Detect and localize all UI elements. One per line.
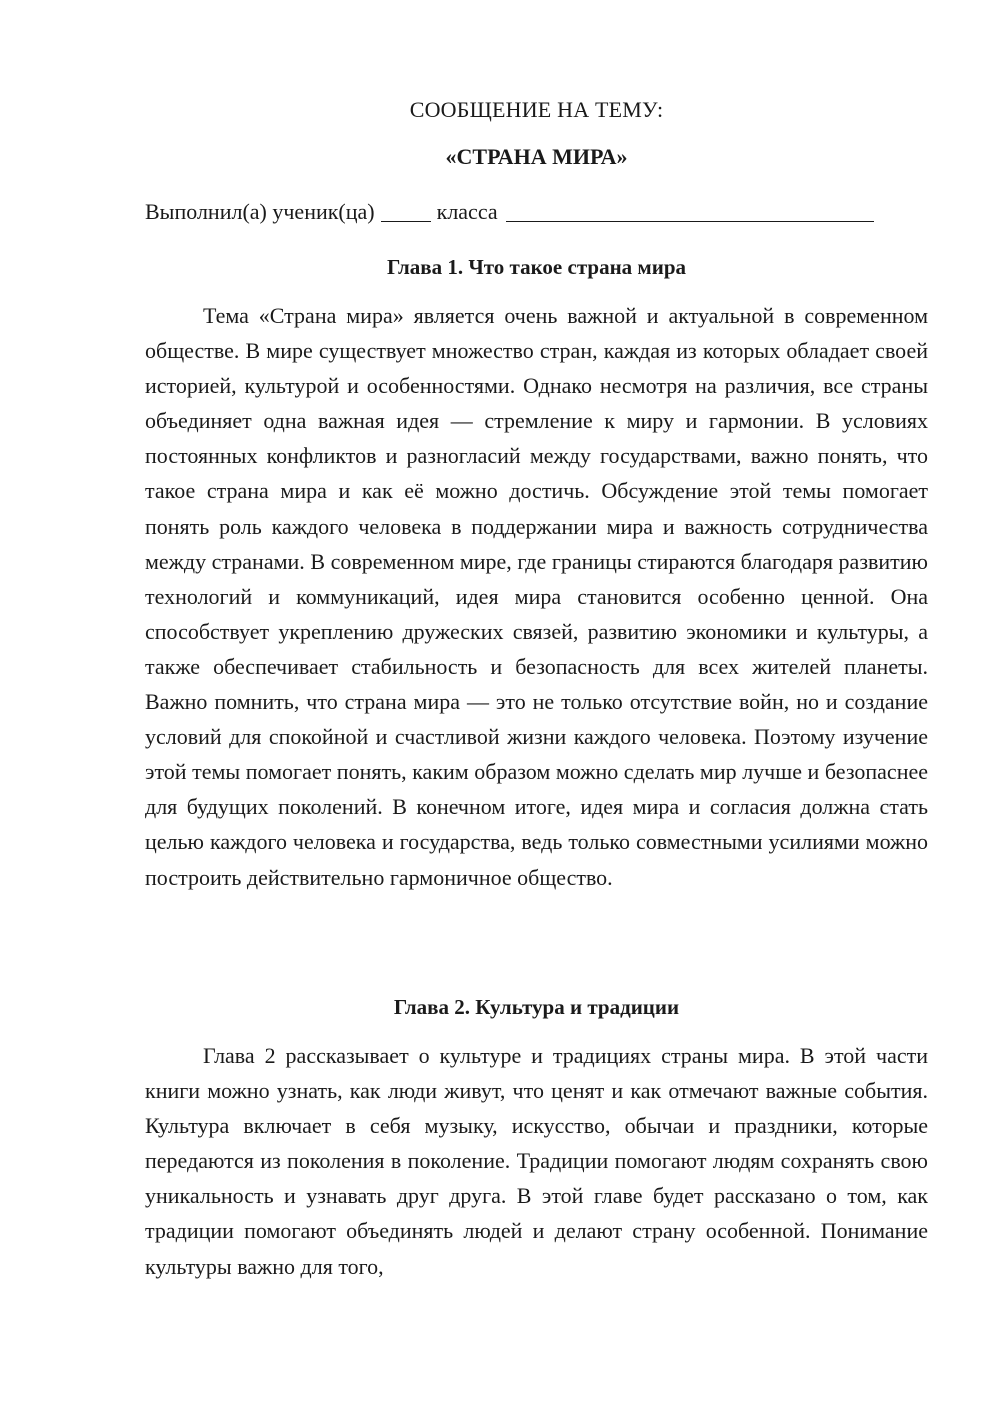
grade-blank-field [381, 201, 431, 222]
author-label: Выполнил(а) ученик(ца) [145, 199, 375, 224]
chapter-2-paragraph: Глава 2 рассказывает о культуре и традициях страны мира. В этой части книги можно узнать, как люди живут, что ценят и как отмечают важные события. Культура включает в себя музыку, искусство, обычаи и праздники, которые передаются из поколения в поколение. Традиции помогают людям сохранять свою уникальность и узнавать друг друга. В этой главе будет рассказано о том, как традиции помогают объединять людей и делают страну особенной. Понимание культуры важно для того, [145, 1043, 928, 1279]
chapter-1-paragraph: Тема «Страна мира» является очень важной и актуальной в современном обществе. В мире существует множество стран, каждая из которых обладает своей историей, культурой и особенностями. Однако несмотря на различия, все страны объединяет одна важная идея — стремление к миру и гармонии. В условиях постоянных конфликтов и разногласий между государствами, важно понять, что такое страна мира и как её можно достичь. Обсуждение этой темы помогает понять роль каждого человека в поддержании мира и важность сотрудничества между странами. В современном мире, где границы стираются благодаря развитию технологий и коммуникаций, идея мира становится особенно ценной. Она способствует укреплению дружеских связей, развитию экономики и культуры, а также обеспечивает стабильность и безопасность для всех жителей планеты. Важно помнить, что страна мира — это не только отсутствие войн, но и создание условий для спокойной и счастливой жизни каждого человека. Поэтому изучение этой темы помогает понять, каким образом можно сделать мир лучше и безопаснее для будущих поколений. В конечном итоге, идея мира и согласия должна стать целью каждого человека и государства, ведь только совместными усилиями можно построить действительно гармоничное общество. [145, 303, 928, 890]
document-title-topic: СООБЩЕНИЕ НА ТЕМУ: [409, 97, 664, 122]
name-blank-field [506, 201, 874, 222]
chapter-1-heading: Глава 1. Что такое страна мира [386, 255, 687, 279]
class-label: класса [436, 199, 498, 224]
author-line [145, 198, 928, 226]
document-title-name: «СТРАНА МИРА» [445, 144, 628, 169]
chapter-2-heading: Глава 2. Культура и традиции [393, 995, 680, 1019]
